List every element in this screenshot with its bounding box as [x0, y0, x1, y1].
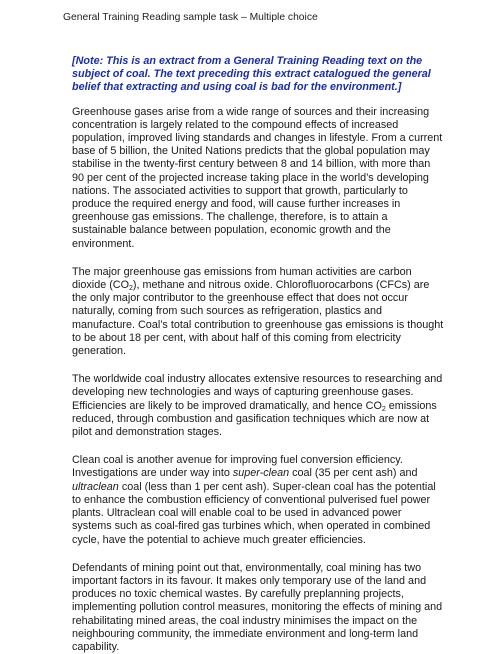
paragraph-research [72, 373, 444, 439]
paragraph-emissions [72, 266, 444, 358]
paragraph-emissions-text-a: The major greenhouse gas emissions from human activities are carbon dioxide (CO [72, 265, 412, 292]
document-body [72, 55, 444, 654]
subscript-2: 2 [129, 285, 133, 293]
editor-note: [Note: This is an extract from a General Training Reading text on the subject of coal. The text preceding this extract catalogued the general belief that extracting and using coal is bad for the environment.] [72, 55, 431, 94]
paragraph-research-text-a: The worldwide coal industry allocates extensive resources to researching and developing new technologies and ways of capturing greenhouse gases. Efficiencies are likely to be improved dramatically, and hence CO [72, 373, 443, 412]
paragraph-clean-coal-text-b: coal (35 per cent ash) and [289, 467, 418, 480]
paragraph-clean-coal [72, 454, 444, 546]
paragraph-clean-coal-text-c: coal (less than 1 per cent ash). Super-clean coal has the potential to enhance the combustion efficiency of conventional pulverised fuel power plants. Ultraclean coal will enable coal to be used in advanced power systems such as coal-fired gas turbines which, when operated in combined cycle, have the potential to achieve much greater efficiencies. [72, 480, 436, 546]
paragraph-defendants: Defendants of mining point out that, environmentally, coal mining has two important factors in its favour. It makes only temporary use of the land and produces no toxic chemical wastes. By carefully preplanning projects, implementing pollution control measures, monitoring the effects of mining and rehabilitating mined areas, the coal industry minimises the impact on the neighbouring community, the immediate environment and long-term land capability. [72, 561, 443, 653]
running-header: General Training Reading sample task – Multiple choice [63, 12, 318, 23]
subscript-2: 2 [381, 405, 386, 413]
term-ultraclean: ultraclean [72, 480, 119, 493]
paragraph-emissions-text-b: ), methane and nitrous oxide. Chlorofluorocarbons (CFCs) are the only major contributor to the greenhouse effect that does not occur naturally, coming from such sources as refrigeration, plastics and manufacture. Coal’s total contribution to greenhouse gas emissions is thought to be about 18 per cent, with about half of this coming from electricity generation. [72, 279, 444, 358]
paragraph-clean-coal-text-a: Clean coal is another avenue for improving fuel conversion efficiency. Investigations are under way into [72, 454, 403, 480]
paragraph-research-text-b: emissions reduced, through combustion and gasification techniques which are now at pilot and demonstration stages. [72, 399, 437, 439]
term-super-clean: super-clean [232, 467, 290, 480]
paragraph-population: Greenhouse gases arise from a wide range of sources and their increasing concentration is largely related to the compound effects of increased population, improved living standards and changes in lifestyle. From a current base of 5 billion, the United Nations predicts that the global population may stabilise in the twenty-first century between 8 and 14 billion, with more than 90 per cent of the projected increase taking place in the world’s developing nations. The associated activities to support that growth, particularly to produce the required energy and food, will cause further increases in greenhouse gas emissions. The challenge, therefore, is to attain a sustainable balance between population, economic growth and the environment. [72, 105, 443, 250]
